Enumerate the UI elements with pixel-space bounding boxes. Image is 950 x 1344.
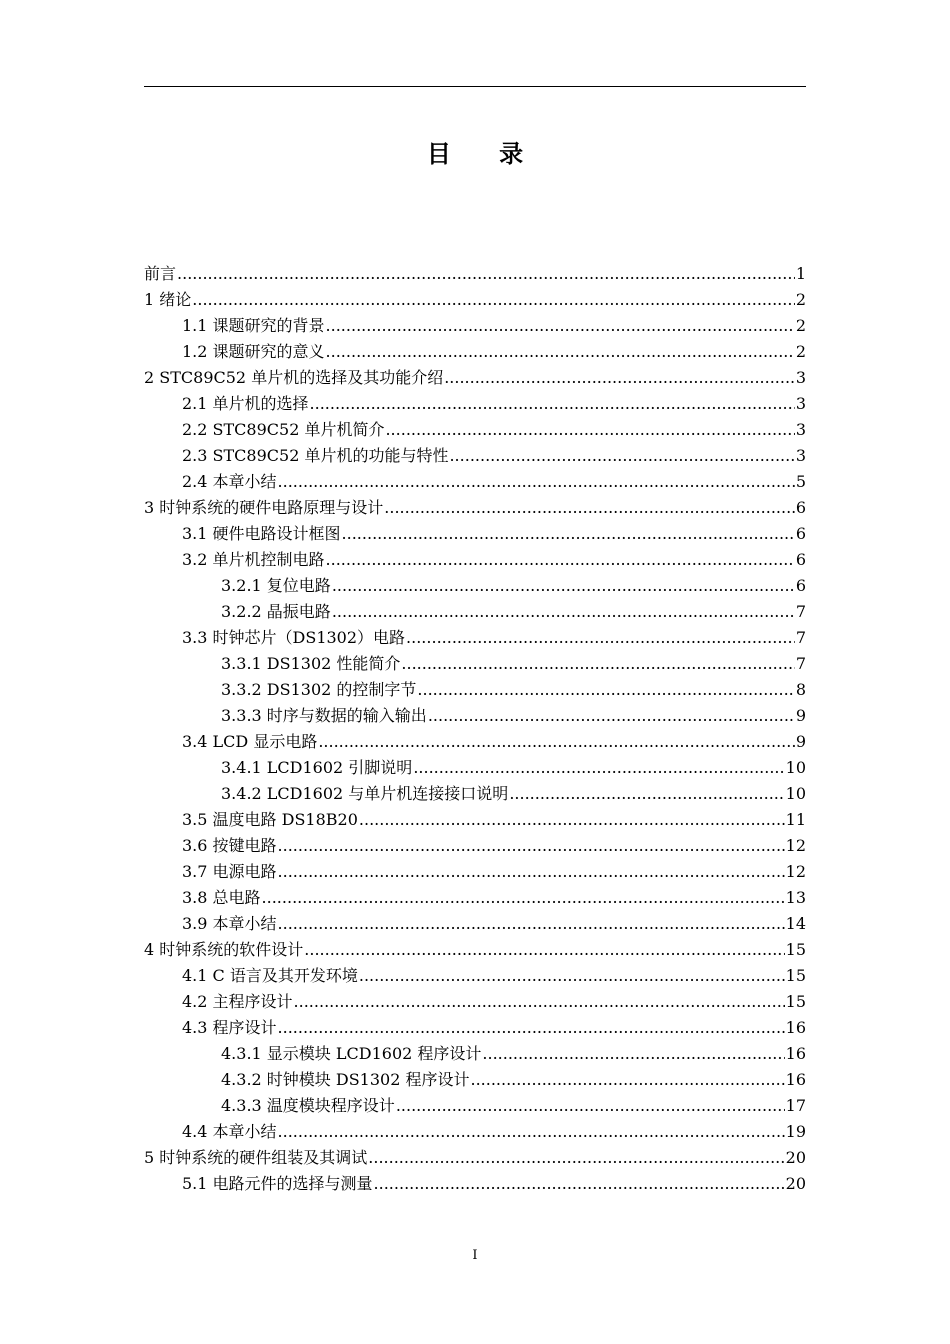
toc-entry[interactable] [144, 833, 806, 859]
toc-entry-title: 2.2 STC89C52 单片机简介 [182, 420, 385, 439]
toc-entry-page: 2 [795, 290, 806, 309]
toc-dot-leader [359, 807, 785, 833]
toc-entry-page: 17 [785, 1096, 806, 1115]
toc-dot-leader [359, 963, 785, 989]
toc-entry-title: 4.1 C 语言及其开发环境 [182, 966, 358, 985]
toc-entry-title: 4.3.2 时钟模块 DS1302 程序设计 [221, 1070, 470, 1089]
toc-dot-leader [428, 703, 795, 729]
toc-entry[interactable] [144, 807, 806, 833]
toc-dot-leader [318, 729, 794, 755]
toc-entry-page: 8 [795, 680, 806, 699]
toc-entry-page: 19 [785, 1122, 806, 1141]
header-rule [144, 86, 806, 87]
toc-entry-title: 1 绪论 [144, 290, 192, 309]
toc-entry[interactable] [144, 1041, 806, 1067]
toc-entry[interactable] [144, 547, 806, 573]
toc-entry-title: 4.4 本章小结 [182, 1122, 277, 1141]
page-number: I [472, 1248, 478, 1263]
toc-entry-title: 1.1 课题研究的背景 [182, 316, 325, 335]
toc-entry-page: 3 [795, 420, 806, 439]
page-title: 目 录 [426, 140, 544, 168]
toc-entry-page: 6 [795, 576, 806, 595]
toc-dot-leader [368, 1145, 784, 1171]
toc-entry-page: 10 [785, 784, 806, 803]
toc-entry-title: 3.4 LCD 显示电路 [182, 732, 318, 751]
toc-entry-page: 7 [795, 654, 806, 673]
toc-entry[interactable] [144, 989, 806, 1015]
toc-entry-page: 1 [795, 264, 806, 283]
toc-entry[interactable] [144, 1015, 806, 1041]
toc-entry-page: 7 [795, 602, 806, 621]
toc-entry[interactable] [144, 677, 806, 703]
toc-entry-title: 3.3.1 DS1302 性能简介 [221, 654, 401, 673]
toc-dot-leader [509, 781, 784, 807]
toc-entry-title: 3.4.1 LCD1602 引脚说明 [221, 758, 413, 777]
toc-entry[interactable] [144, 469, 806, 495]
toc-entry[interactable] [144, 443, 806, 469]
toc-entry-title: 3.8 总电路 [182, 888, 261, 907]
toc-entry-title: 4.3.3 温度模块程序设计 [221, 1096, 395, 1115]
toc-dot-leader [278, 469, 795, 495]
toc-entry[interactable] [144, 573, 806, 599]
toc-dot-leader [396, 1093, 785, 1119]
toc-entry-title: 2.1 单片机的选择 [182, 394, 309, 413]
toc-dot-leader [278, 1015, 785, 1041]
toc-entry-title: 3.3.2 DS1302 的控制字节 [221, 680, 417, 699]
toc-entry-page: 6 [795, 498, 806, 517]
toc-entry[interactable] [144, 287, 806, 313]
toc-entry[interactable] [144, 417, 806, 443]
toc-entry-title: 4.3 程序设计 [182, 1018, 277, 1037]
toc-entry[interactable] [144, 1119, 806, 1145]
toc-dot-leader [342, 521, 795, 547]
toc-entry[interactable] [144, 651, 806, 677]
toc-entry-page: 3 [795, 368, 806, 387]
toc-dot-leader [413, 755, 784, 781]
toc-entry[interactable] [144, 339, 806, 365]
toc-entry-title: 4.3.1 显示模块 LCD1602 程序设计 [221, 1044, 482, 1063]
toc-dot-leader [332, 573, 795, 599]
toc-entry[interactable] [144, 1093, 806, 1119]
toc-dot-leader [262, 885, 785, 911]
toc-entry-page: 3 [795, 446, 806, 465]
toc-dot-leader [374, 1171, 785, 1197]
toc-entry[interactable] [144, 1067, 806, 1093]
toc-entry[interactable] [144, 911, 806, 937]
toc-dot-leader [444, 365, 795, 391]
toc-entry-title: 3.2.1 复位电路 [221, 576, 331, 595]
toc-entry-page: 2 [795, 342, 806, 361]
toc-entry-title: 3.6 按键电路 [182, 836, 277, 855]
toc-dot-leader [192, 287, 795, 313]
toc-entry[interactable] [144, 599, 806, 625]
toc-entry-page: 20 [785, 1174, 806, 1193]
toc-entry-page: 11 [785, 810, 806, 829]
toc-dot-leader [326, 339, 795, 365]
toc-entry-title: 2 STC89C52 单片机的选择及其功能介绍 [144, 368, 444, 387]
toc-entry[interactable] [144, 729, 806, 755]
toc-entry[interactable] [144, 859, 806, 885]
toc-entry-title: 4 时钟系统的软件设计 [144, 940, 304, 959]
toc-dot-leader [294, 989, 785, 1015]
toc-entry-title: 3.2 单片机控制电路 [182, 550, 325, 569]
toc-entry-title: 4.2 主程序设计 [182, 992, 293, 1011]
toc-entry[interactable] [144, 781, 806, 807]
toc-entry-page: 9 [795, 706, 806, 725]
toc-dot-leader [278, 911, 785, 937]
toc-entry-title: 2.3 STC89C52 单片机的功能与特性 [182, 446, 449, 465]
toc-entry-page: 6 [795, 550, 806, 569]
toc-entry-title: 3 时钟系统的硬件电路原理与设计 [144, 498, 384, 517]
toc-entry-title: 2.4 本章小结 [182, 472, 277, 491]
toc-entry[interactable] [144, 1171, 806, 1197]
toc-entry-title: 5 时钟系统的硬件组装及其调试 [144, 1148, 368, 1167]
toc-entry[interactable] [144, 391, 806, 417]
toc-entry-page: 15 [785, 940, 806, 959]
toc-dot-leader [304, 937, 784, 963]
toc-entry[interactable] [144, 261, 806, 287]
toc-dot-leader [401, 651, 794, 677]
toc-entry-title: 5.1 电路元件的选择与测量 [182, 1174, 373, 1193]
toc-entry-page: 15 [785, 966, 806, 985]
toc-entry-title: 1.2 课题研究的意义 [182, 342, 325, 361]
toc-dot-leader [482, 1041, 784, 1067]
toc-dot-leader [177, 261, 795, 287]
toc-dot-leader [310, 391, 795, 417]
toc-dot-leader [384, 495, 795, 521]
toc-dot-leader [326, 313, 795, 339]
toc-dot-leader [449, 443, 794, 469]
toc-entry-page: 12 [785, 862, 806, 881]
toc-entry-page: 12 [785, 836, 806, 855]
toc-entry-title: 3.3.3 时序与数据的输入输出 [221, 706, 427, 725]
toc-entry-page: 16 [785, 1018, 806, 1037]
toc-entry-title: 3.5 温度电路 DS18B20 [182, 810, 358, 829]
toc-dot-leader [326, 547, 795, 573]
toc-entry[interactable] [144, 365, 806, 391]
toc-entry[interactable] [144, 495, 806, 521]
table-of-contents [144, 261, 806, 1197]
toc-entry[interactable] [144, 703, 806, 729]
toc-dot-leader [470, 1067, 784, 1093]
toc-entry-page: 3 [795, 394, 806, 413]
toc-dot-leader [406, 625, 795, 651]
toc-entry-title: 3.9 本章小结 [182, 914, 277, 933]
toc-dot-leader [278, 833, 785, 859]
toc-entry-page: 14 [785, 914, 806, 933]
toc-entry-title: 3.7 电源电路 [182, 862, 277, 881]
toc-entry-title: 3.2.2 晶振电路 [221, 602, 331, 621]
toc-entry-title: 3.1 硬件电路设计框图 [182, 524, 341, 543]
toc-entry-page: 16 [785, 1044, 806, 1063]
toc-entry-page: 5 [795, 472, 806, 491]
toc-entry-title: 3.3 时钟芯片（DS1302）电路 [182, 628, 406, 647]
toc-entry[interactable] [144, 963, 806, 989]
toc-dot-leader [417, 677, 794, 703]
toc-entry-page: 6 [795, 524, 806, 543]
toc-entry-page: 2 [795, 316, 806, 335]
toc-dot-leader [278, 859, 785, 885]
toc-entry-page: 13 [785, 888, 806, 907]
toc-entry-page: 10 [785, 758, 806, 777]
toc-entry-page: 9 [795, 732, 806, 751]
toc-entry-page: 20 [785, 1148, 806, 1167]
toc-entry[interactable] [144, 885, 806, 911]
toc-dot-leader [278, 1119, 785, 1145]
toc-dot-leader [385, 417, 794, 443]
toc-entry-page: 15 [785, 992, 806, 1011]
toc-entry-title: 前言 [144, 264, 177, 283]
toc-entry[interactable] [144, 755, 806, 781]
toc-entry-page: 7 [795, 628, 806, 647]
toc-entry[interactable] [144, 937, 806, 963]
toc-entry-title: 3.4.2 LCD1602 与单片机连接接口说明 [221, 784, 509, 803]
toc-entry[interactable] [144, 1145, 806, 1171]
toc-entry[interactable] [144, 625, 806, 651]
toc-entry-page: 16 [785, 1070, 806, 1089]
toc-entry[interactable] [144, 521, 806, 547]
toc-entry[interactable] [144, 313, 806, 339]
toc-dot-leader [332, 599, 795, 625]
